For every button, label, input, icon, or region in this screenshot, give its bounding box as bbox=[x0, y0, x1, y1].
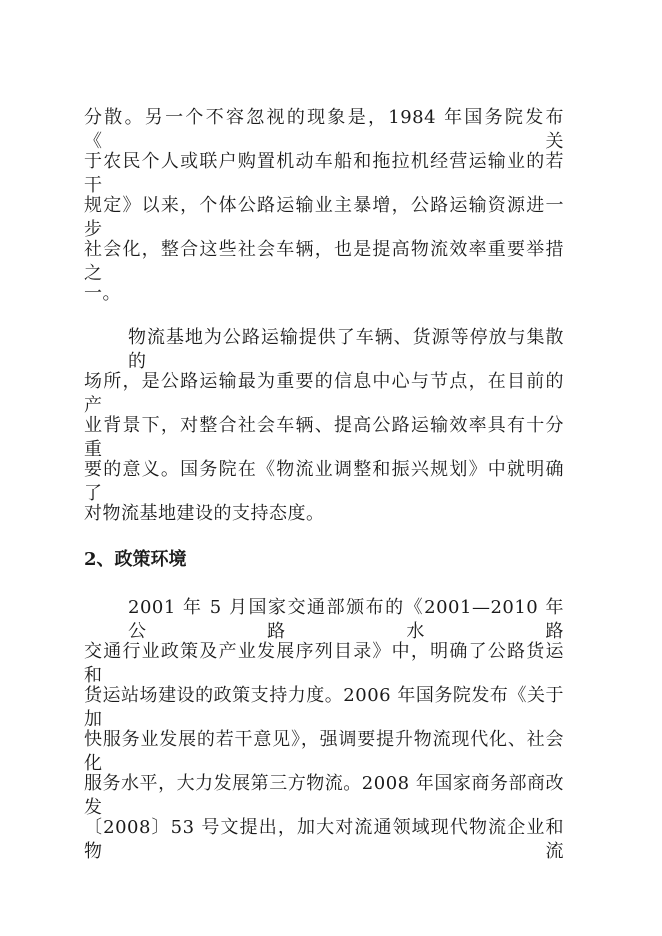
paragraph-line: 货运站场建设的政策支持力度。2006 年国务院发布《关于加 bbox=[84, 685, 564, 730]
paragraph-line: 服务水平，大力发展第三方物流。2008 年国家商务部商改发 bbox=[84, 773, 564, 818]
section-heading: 2、政策环境 bbox=[84, 549, 187, 570]
paragraph-line: 规定》以来，个体公路运输业主暴增，公路运输资源进一步 bbox=[84, 195, 564, 240]
paragraph-line: 2001 年 5 月国家交通部颁布的《2001—2010 年公路水路 bbox=[128, 597, 564, 642]
paragraph-line: 快服务业发展的若干意见》，强调要提升物流现代化、社会化 bbox=[84, 729, 564, 774]
paragraph-line: 〔2008〕53 号文提出，加大对流通领域现代物流企业和物流 bbox=[84, 817, 564, 862]
paragraph-line: 交通行业政策及产业发展序列目录》中，明确了公路货运和 bbox=[84, 641, 564, 686]
paragraph-line: 一。 bbox=[84, 283, 121, 304]
paragraph-line: 社会化，整合这些社会车辆，也是提高物流效率重要举措之 bbox=[84, 239, 564, 284]
paragraph-line: 要的意义。国务院在《物流业调整和振兴规划》中就明确了 bbox=[84, 459, 564, 504]
paragraph-line: 分散。另一个不容忽视的现象是，1984 年国务院发布 《关 bbox=[84, 107, 564, 152]
paragraph-line: 对物流基地建设的支持态度。 bbox=[84, 503, 325, 524]
paragraph-line: 物流基地为公路运输提供了车辆、货源等停放与集散的 bbox=[128, 327, 564, 372]
paragraph-line: 业背景下，对整合社会车辆、提高公路运输效率具有十分重 bbox=[84, 415, 564, 460]
paragraph-line: 于农民个人或联户购置机动车船和拖拉机经营运输业的若干 bbox=[84, 151, 564, 196]
paragraph-line: 场所，是公路运输最为重要的信息中心与节点，在目前的产 bbox=[84, 371, 564, 416]
